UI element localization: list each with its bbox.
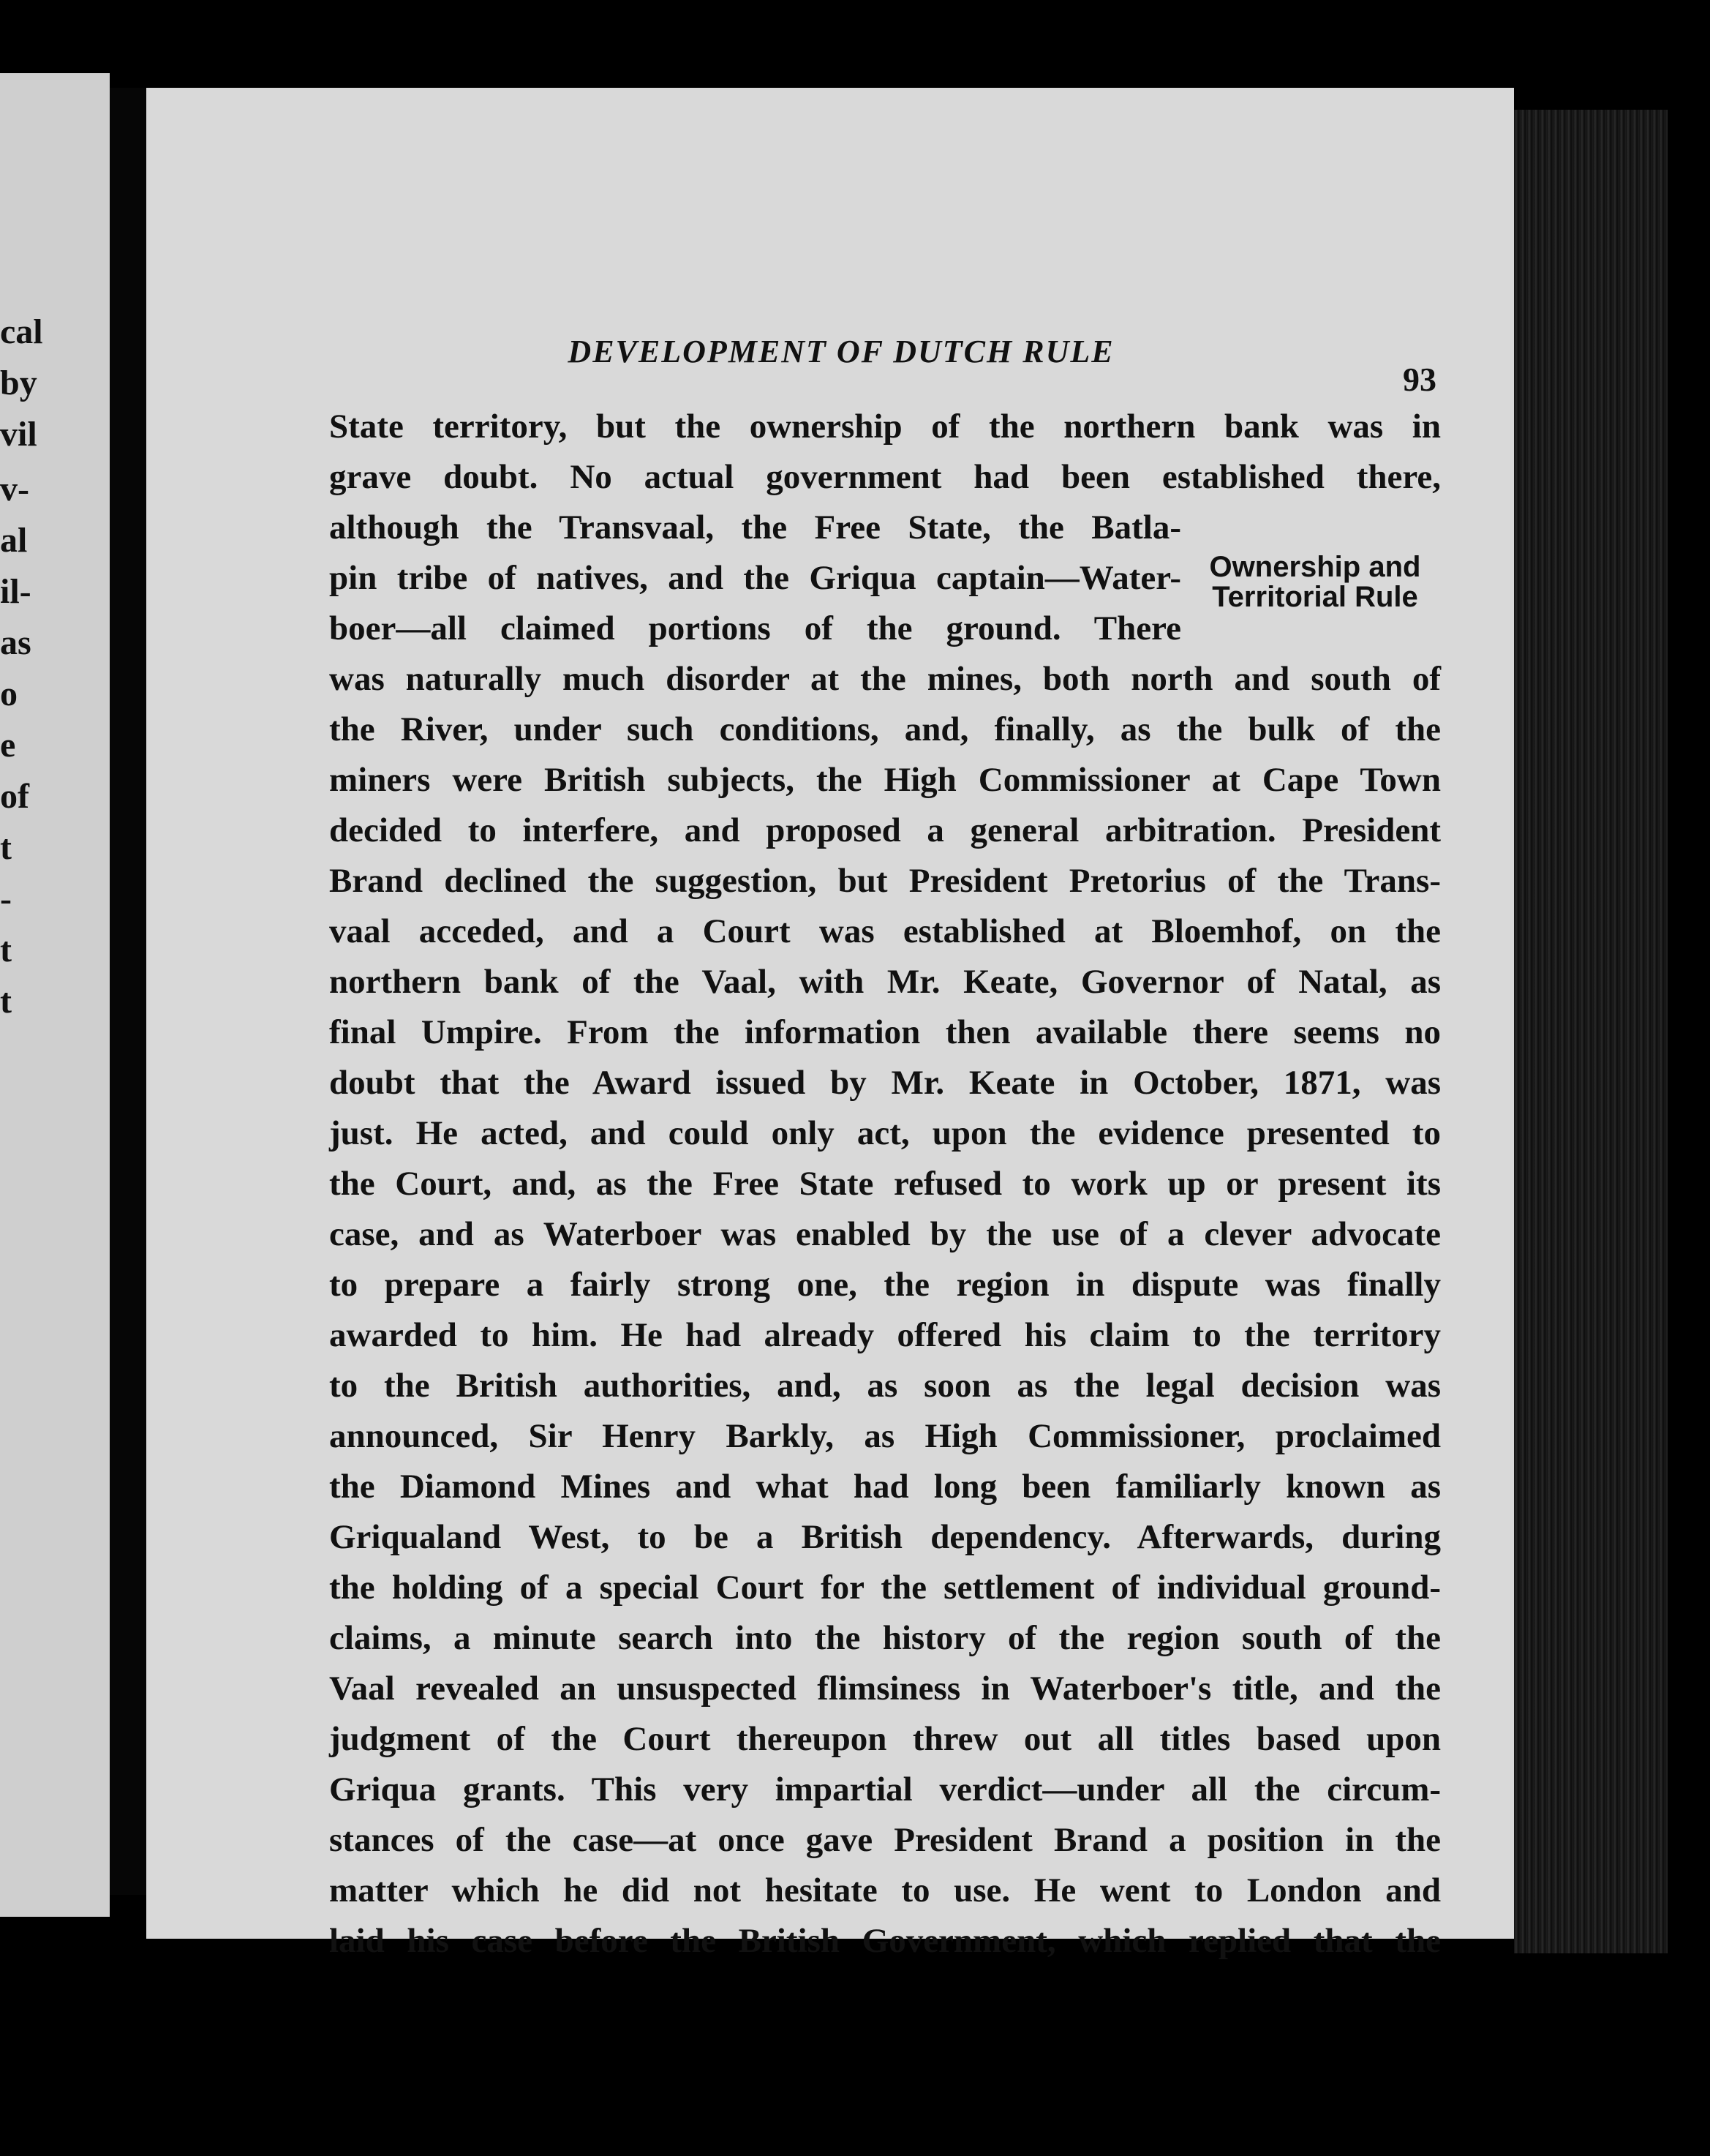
body-text-line: announced, Sir Henry Barkly, as High Commissioner, proclaimed [329,1417,1441,1455]
body-text-line: was naturally much disorder at the mines, both north and south of [329,660,1441,698]
book-page [146,88,1514,1960]
body-text-line: judgment of the Court thereupon threw out all titles based upon [329,1720,1441,1758]
body-text-line: vaal acceded, and a Court was established at Bloemhof, on the [329,912,1441,950]
left-page-fragment: t [0,931,12,969]
body-text-line: the Court, and, as the Free State refused to work up or present its [329,1165,1441,1203]
running-head: DEVELOPMENT OF DUTCH RULE [568,334,1115,369]
sidenote-line: Territorial Rule [1212,580,1418,613]
body-text-line: although the Transvaal, the Free State, the Batla- [329,508,1181,546]
page-number: 93 [1403,361,1436,398]
left-page-fragment: o [0,675,18,713]
body-text-line: doubt that the Award issued by Mr. Keate in October, 1871, was [329,1064,1441,1102]
left-page-fragment: vil [0,415,37,454]
body-text-line: grave doubt. No actual government had been established there, [329,458,1441,496]
left-page-fragment: - [0,879,12,918]
body-text-line: Griqualand West, to be a British dependency. Afterwards, during [329,1518,1441,1556]
sidenote-line: Ownership and [1209,551,1421,583]
book-gutter [110,88,150,1895]
left-page-fragment: by [0,364,37,402]
body-text-line: miners were British subjects, the High Commissioner at Cape Town [329,761,1441,799]
left-page-fragment: as [0,623,31,662]
left-page-fragment: of [0,777,29,816]
body-text-line: claims, a minute search into the history of the region south of the [329,1619,1441,1657]
left-page-fragment: t [0,828,12,867]
left-page-fragment: v- [0,470,29,508]
left-page-fragment: e [0,726,16,765]
body-text-line: awarded to him. He had already offered his claim to the territory [329,1316,1441,1354]
body-text-line: case, and as Waterboer was enabled by the use of a clever advocate [329,1215,1441,1253]
body-text-line: State territory, but the ownership of the northern bank was in [329,407,1441,446]
body-text-line: Vaal revealed an unsuspected flimsiness in Waterboer's title, and the [329,1669,1441,1708]
body-text-line: to prepare a fairly strong one, the region in dispute was finally [329,1266,1441,1304]
body-text-line: pin tribe of natives, and the Griqua captain—Water- [329,559,1181,597]
body-text-line: decided to interfere, and proposed a general arbitration. President [329,811,1441,849]
page-edges [1514,110,1668,1953]
body-text-line: laid his case before the British Government, which replied that the [329,1922,1441,1960]
body-text-line: the River, under such conditions, and, finally, as the bulk of the [329,710,1441,748]
body-text-line: just. He acted, and could only act, upon the evidence presented to [329,1114,1441,1152]
left-page-fragment: al [0,521,28,560]
body-text-line: stances of the case—at once gave President Brand a position in the [329,1821,1441,1859]
body-text-line: final Umpire. From the information then available there seems no [329,1013,1441,1051]
left-page-fragment: il- [0,572,31,611]
margin-sidenote [1191,552,1439,612]
body-text-line: to the British authorities, and, as soon as the legal decision was [329,1367,1441,1405]
left-facing-page [0,73,110,1917]
left-page-fragment: t [0,982,12,1021]
body-text-line: northern bank of the Vaal, with Mr. Keate, Governor of Natal, as [329,963,1441,1001]
body-text-line: the Diamond Mines and what had long been familiarly known as [329,1468,1441,1506]
body-text-line: the holding of a special Court for the settlement of individual ground- [329,1569,1441,1607]
body-text-line: boer—all claimed portions of the ground. There [329,609,1181,647]
body-text-line: Griqua grants. This very impartial verdict—under all the circum- [329,1770,1441,1808]
body-text-line: matter which he did not hesitate to use. He went to London and [329,1871,1441,1909]
left-page-fragment: cal [0,312,43,351]
body-text-line: Brand declined the suggestion, but President Pretorius of the Trans- [329,862,1441,900]
